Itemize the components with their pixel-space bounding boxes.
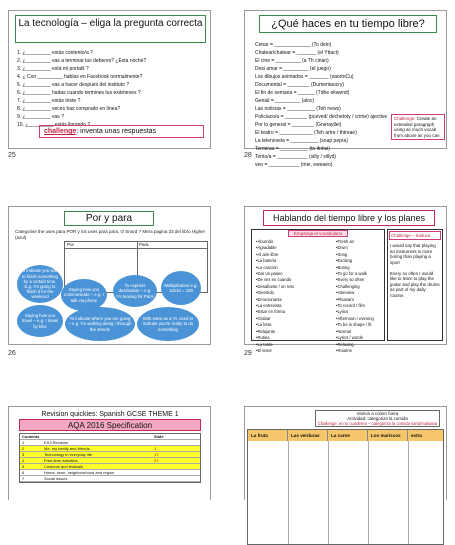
instructions: Categorise the uses para POR y los uses para para. O Snurd ? Mera pagina 33 del libro Higher (azul) bbox=[15, 229, 206, 240]
slide-title: ¿Qué haces en tu tiempo libre? bbox=[259, 15, 437, 33]
cloud-card[interactable]: With estar as a Yt, used to indicate you're ready to do something bbox=[137, 307, 199, 341]
vocab-item[interactable]: • Al aire libre bbox=[256, 252, 294, 258]
list-line: 5. ¿_________ vas a hacer después del instituto ? bbox=[17, 82, 130, 88]
list-line: Terminar = __________ (to ifnhsi) bbox=[255, 146, 330, 152]
vocab-item[interactable]: • To be in shape / fit bbox=[336, 322, 374, 328]
vocab-item[interactable]: • Estar en forma bbox=[256, 309, 294, 315]
col-fruta: La fruta bbox=[248, 430, 288, 441]
vocab-item[interactable]: • El tenor bbox=[256, 348, 294, 354]
vocab-item[interactable]: • Relaxing bbox=[336, 342, 374, 348]
vocab-item[interactable]: • Pleasant bbox=[336, 297, 374, 303]
slide-title: Por y para bbox=[64, 211, 154, 226]
list-line: El fin de semana = ______ (Tdhe ekwend) bbox=[255, 90, 350, 96]
vocab-item[interactable]: • Relajante bbox=[256, 329, 294, 335]
slide-title: La tecnología – eliga la pregunta correcta bbox=[15, 15, 206, 43]
row-slide: 1 bbox=[154, 446, 157, 451]
vocab-item[interactable]: • Aburrido bbox=[256, 239, 294, 245]
slide-26[interactable] bbox=[8, 206, 211, 345]
vocab-item[interactable]: • La canción bbox=[256, 265, 294, 271]
vocab-item[interactable]: • Song bbox=[336, 252, 374, 258]
vocab-item[interactable]: • Normal bbox=[336, 329, 374, 335]
row-number: 4 bbox=[22, 458, 25, 463]
col-mariscos: Los mariscos bbox=[368, 430, 408, 441]
activity-sub: Actividad: categoriza la comida bbox=[347, 416, 408, 422]
row-topic: Me, my family and friends bbox=[44, 446, 90, 451]
vocab-item[interactable]: • Every so often bbox=[336, 277, 374, 283]
slide-title: Hablando del tiempo libre y los planes bbox=[263, 210, 435, 226]
vocab-item[interactable]: • Grabar bbox=[256, 316, 294, 322]
cloud-card[interactable]: Multiplication e.g. 10x10 = 100 bbox=[161, 271, 201, 305]
translate-sentence-2: Every so often I would like to learn to play the guitar and play the drums as part of my daily routine. bbox=[390, 271, 440, 298]
list-line: veo = ___________ (mie, eweaeo) bbox=[255, 162, 333, 168]
challenge-label: Challenge bbox=[394, 116, 415, 121]
list-line: El teatro = ____________ (Teh artre / thtreae) bbox=[255, 130, 357, 136]
row-slide: 27 bbox=[154, 458, 159, 463]
list-line: 7. ¿_________ estás triste ? bbox=[17, 98, 81, 104]
vocab-item[interactable]: • La letra bbox=[256, 322, 294, 328]
vocab-item[interactable]: • Lyrics / words bbox=[336, 335, 374, 341]
vocab-item[interactable]: • Divertido bbox=[256, 290, 294, 296]
vocab-item[interactable]: • Rutina bbox=[256, 335, 294, 341]
challenge-text: : Create an extended paragraph using as much vocab from above as you can bbox=[394, 116, 440, 138]
question-list bbox=[17, 49, 146, 129]
row-topic: Home, town, neighbourhood and region bbox=[44, 470, 115, 475]
row-number: 2 bbox=[22, 446, 25, 451]
list-line: Por lo general = ________ (Gnerayllei) bbox=[255, 122, 342, 128]
list-line: Genial = _________ (aloc) bbox=[255, 98, 315, 104]
list-line: Documental = ________ (Dumentaocry) bbox=[255, 82, 345, 88]
row-topic: Free-time activities bbox=[44, 458, 78, 463]
vocab-item[interactable]: • Lyrics bbox=[336, 309, 374, 315]
vocab-match-box bbox=[251, 229, 385, 353]
list-line: 9. ¿_________ vas ? bbox=[17, 114, 64, 120]
list-line: La telenovela = __________ (soap pepra) bbox=[255, 138, 348, 144]
col-por: Por bbox=[67, 242, 75, 247]
slide-number: 29 bbox=[244, 350, 252, 357]
header-contents: Contents bbox=[22, 434, 40, 439]
list-line: 6. ¿_________ hadas cuando termines tus exámenes ? bbox=[17, 90, 141, 96]
col-verduras: Las verduras bbox=[288, 430, 328, 441]
contents-table bbox=[19, 433, 201, 483]
slide-number: 26 bbox=[8, 350, 16, 357]
row-slide: 17 bbox=[154, 452, 159, 457]
slide-29[interactable] bbox=[244, 206, 447, 353]
slide-number: 25 bbox=[8, 152, 16, 159]
cloud-card[interactable]: Saying how you communicate – e.g. I talk via phone bbox=[61, 279, 107, 311]
challenge-box bbox=[391, 114, 445, 140]
vocab-item[interactable]: • Exciting bbox=[336, 258, 374, 264]
spanish-column bbox=[256, 239, 294, 354]
list-line: Desi amar = _________ (el juego) bbox=[255, 66, 331, 72]
vocab-item[interactable]: • Fresh air bbox=[336, 239, 374, 245]
row-topic: Technology in everyday life bbox=[44, 452, 93, 457]
challenge-text: : inventa unas respuestas bbox=[76, 128, 157, 135]
vocab-item[interactable]: • Desafiante / un reto bbox=[256, 284, 294, 290]
row-number: 5 bbox=[22, 464, 25, 469]
col-para: Para bbox=[139, 242, 149, 247]
slide-number: 28 bbox=[244, 152, 252, 159]
table-row[interactable] bbox=[20, 476, 200, 482]
vocab-item[interactable]: • Challenging bbox=[336, 284, 374, 290]
vocab-item[interactable]: • Boring bbox=[336, 265, 374, 271]
vocab-item[interactable]: • Interview bbox=[336, 290, 374, 296]
vocab-item[interactable]: • Routine bbox=[336, 348, 374, 354]
col-carne: La carne bbox=[328, 430, 368, 441]
cloud-card[interactable]: To indicate where you are going – e.g. I'm walking along / through the streets bbox=[65, 307, 135, 341]
vocab-item[interactable]: • Emocionante bbox=[256, 297, 294, 303]
vocab-item[interactable]: • Drum bbox=[336, 245, 374, 251]
activity-box bbox=[315, 410, 440, 427]
activity-title: Vamos a comer fuera bbox=[356, 411, 399, 416]
vocab-item[interactable]: • La batería bbox=[256, 258, 294, 264]
list-line: 10. ¿_________ estás llorando ? bbox=[17, 122, 91, 128]
header-slide: Slide bbox=[154, 434, 164, 439]
cloud-card[interactable]: To express destination – e.g. I'm leaving for Paris bbox=[113, 275, 157, 307]
activity-challenge: Challenge: en tu cuaderno – categoriza la comida sana/malsana bbox=[317, 421, 438, 427]
row-topic: Social issues bbox=[44, 476, 68, 481]
challenge-label: Challenge – traduce: bbox=[389, 231, 441, 240]
row-topic: KS3 Revision bbox=[44, 440, 69, 445]
list-line: Las noticias = __________ (Teh news) bbox=[255, 106, 341, 112]
cloud-card[interactable]: Saying how you travel – e.g. I travel by bike bbox=[17, 305, 63, 337]
row-number: 6 bbox=[22, 470, 25, 475]
challenge-box bbox=[39, 125, 204, 138]
list-line: Tonto/a = ___________ (silly / sillyd) bbox=[255, 154, 337, 160]
list-line: 1. ¿_________ estás contento/a ? bbox=[17, 50, 93, 56]
vocab-item[interactable]: • Agradable bbox=[256, 245, 294, 251]
vocab-item[interactable]: • La entrevista bbox=[256, 303, 294, 309]
slide-25[interactable] bbox=[8, 10, 211, 149]
vocab-item[interactable]: • La tarde bbox=[256, 342, 294, 348]
cloud-card[interactable]: To indicate you want to finish something by a certain time. E.g. I'm going to finish it for the weekend bbox=[17, 265, 63, 303]
list-line: Los dibujos animados = _______ (saortnCu) bbox=[255, 74, 354, 80]
row-number: 3 bbox=[22, 452, 25, 457]
list-line: Policiaco/a = ________ (pceved/ dechetoty / crime) ajective bbox=[255, 114, 388, 120]
spec-title: AQA 2016 Specification bbox=[19, 419, 201, 431]
vocab-item[interactable]: • Afternoon / evening bbox=[336, 316, 374, 322]
vocab-heading: Empareja el vocabulario bbox=[288, 230, 348, 237]
list-line: Chatear/chatear = _______ (el Yttact) bbox=[255, 50, 339, 56]
challenge-label: challenge bbox=[44, 128, 77, 135]
food-table bbox=[247, 429, 444, 545]
slide-31[interactable] bbox=[244, 406, 447, 500]
row-topic: Customs and festivals bbox=[44, 464, 84, 469]
row-number: 7 bbox=[22, 476, 25, 481]
translate-sentence-1: I would say that playing an instrument is more boring than playing a sport bbox=[390, 243, 436, 265]
vocab-list bbox=[255, 41, 387, 169]
vocab-item[interactable]: • De vez en cuando bbox=[256, 277, 294, 283]
english-column bbox=[336, 239, 374, 354]
row-number: 1 bbox=[22, 440, 25, 445]
vocab-item[interactable]: • To go for a walk bbox=[336, 271, 374, 277]
list-line: Cenar = _____________ (To dein) bbox=[255, 42, 332, 48]
list-line: El cine = _________ (a Th cinan) bbox=[255, 58, 329, 64]
translate-panel bbox=[387, 229, 443, 341]
list-line: 8. ¿_________ veces has comprado en línea? bbox=[17, 106, 121, 112]
slide-30[interactable] bbox=[8, 406, 211, 500]
vocab-item[interactable]: • To record / film bbox=[336, 303, 374, 309]
list-line: 3. ¿_________ está mi portatil ? bbox=[17, 66, 89, 72]
col-extra: extra bbox=[408, 430, 443, 441]
list-line: 4. ¿ Con _________ hablas en Facebook normalmente? bbox=[17, 74, 143, 80]
vocab-item[interactable]: • Dar un paseo bbox=[256, 271, 294, 277]
list-line: 2. ¿_________ vas a terminar tus deberes? ¿Esta noche? bbox=[17, 58, 147, 64]
revision-title: Revision quickies: Spanish GCSE THEME 1 bbox=[41, 411, 179, 418]
